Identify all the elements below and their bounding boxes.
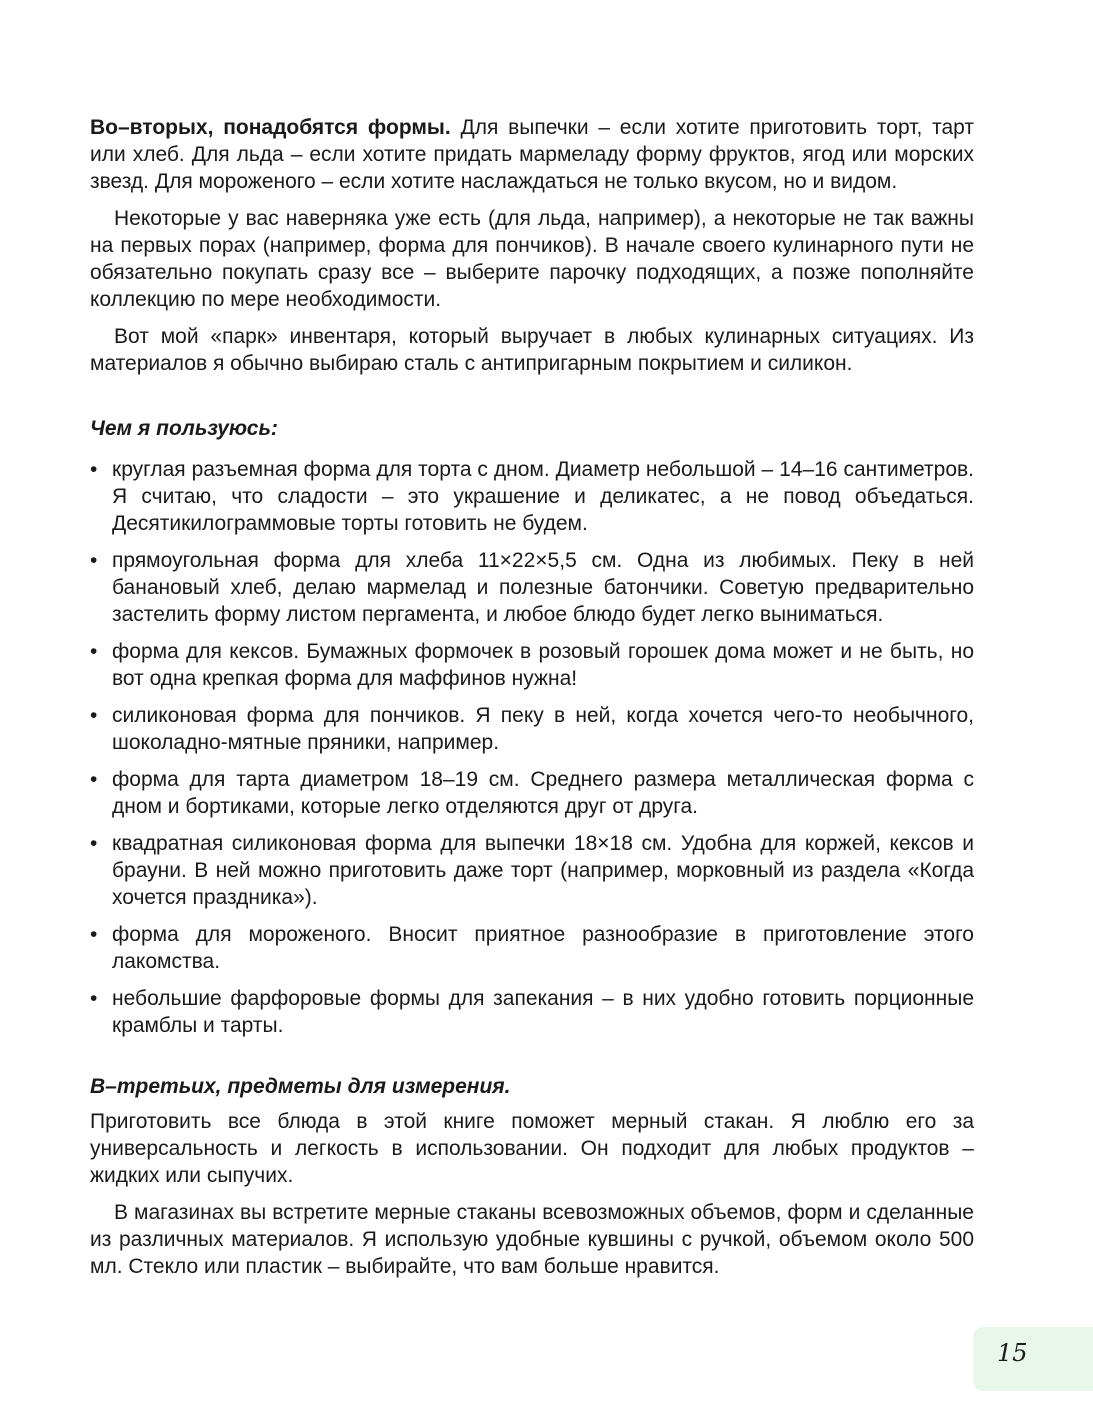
bullet-icon: • [90,549,98,572]
tools-list [90,456,974,1039]
list-item-text: форма для кексов. Бумажных формочек в розовый горошек дома может и не быть, но вот одна крепкая форма для маффинов нужна! [112,640,974,690]
bullet-icon: • [90,640,98,663]
list-item-text: форма для тарта диаметром 18–19 см. Среднего размера металлическая форма с дном и бортиками, которые легко отделяются друг от друга. [112,768,974,818]
list-item-text: небольшие фарфоровые формы для запекания – в них удобно готовить порционные крамблы и тарты. [112,987,974,1037]
list-item [90,638,974,692]
page-number-tab [973,1327,1093,1391]
list-item-text: квадратная силиконовая форма для выпечки 18×18 см. Удобна для коржей, кексов и брауни. В ней можно приготовить даже торт (например, морковный из раздела «Когда хочется праздника»). [112,832,974,909]
body-paragraph: Приготовить все блюда в этой книге поможет мерный стакан. Я люблю его за универсальность и легкость в использовании. Он подходит для любых продуктов – жидких или сыпучих. [90,1110,974,1187]
list-item [90,921,974,975]
list-item [90,456,974,537]
list-item-text: круглая разъемная форма для торта с дном. Диаметр небольшой – 14–16 сантиметров. Я считаю, что сладости – это украшение и деликатес, а не повод объедаться. Десятикилограммовые торты готовить не будем. [112,458,974,535]
section-heading-measuring: В–третьих, предметы для измерения. [90,1075,511,1098]
bullet-icon: • [90,987,98,1010]
list-item [90,985,974,1039]
bullet-icon: • [90,768,98,791]
bullet-icon: • [90,458,98,481]
page-content [90,114,974,1290]
bullet-icon: • [90,832,98,855]
list-item-text: прямоугольная форма для хлеба 11×22×5,5 см. Одна из любимых. Пеку в ней банановый хлеб, делаю мармелад и полезные батончики. Советую предварительно застелить форму листом пергамента, и любое блюдо будет легко выниматься. [112,549,974,626]
intro-lead-bold: Во–вторых, понадобятся формы. [90,116,451,139]
list-item [90,547,974,628]
intro-paragraph [90,114,974,195]
bullet-icon: • [90,704,98,727]
body-paragraph: Некоторые у вас наверняка уже есть (для льда, например), а некоторые не так важны на первых порах (например, форма для пончиков). В начале своего кулинарного пути не обязательно покупать сразу все – выберите парочку подходящих, а позже пополняйте коллекцию по мере необходимости. [90,207,974,311]
list-item-text: форма для мороженого. Вносит приятное разнообразие в приготовление этого лакомства. [112,923,974,973]
page-number: 15 [997,1339,1028,1367]
body-paragraph: В магазинах вы встретите мерные стаканы всевозможных объемов, форм и сделанные из различных материалов. Я использую удобные кувшины с ручкой, объемом около 500 мл. Стекло или пластик – выбирайте, что вам больше нравится. [90,1201,974,1278]
body-paragraph: Вот мой «парк» инвентаря, который выручает в любых кулинарных ситуациях. Из материалов я обычно выбираю сталь с антипригарным покрытием и силикон. [90,325,974,375]
intro-lead-text: Для выпечки – если хотите приготовить торт, тарт или хлеб. Для льда – если хотите придать мармеладу форму фруктов, ягод или морских звезд. Для мороженого – если хотите наслаждаться не только вкусом, но и видом. [90,116,974,193]
section-heading-tools: Чем я пользуюсь: [90,417,278,440]
bullet-icon: • [90,923,98,946]
list-item [90,830,974,911]
list-item-text: силиконовая форма для пончиков. Я пеку в ней, когда хочется чего-то необычного, шоколадно-мятные пряники, например. [112,704,974,754]
list-item [90,766,974,820]
list-item [90,702,974,756]
